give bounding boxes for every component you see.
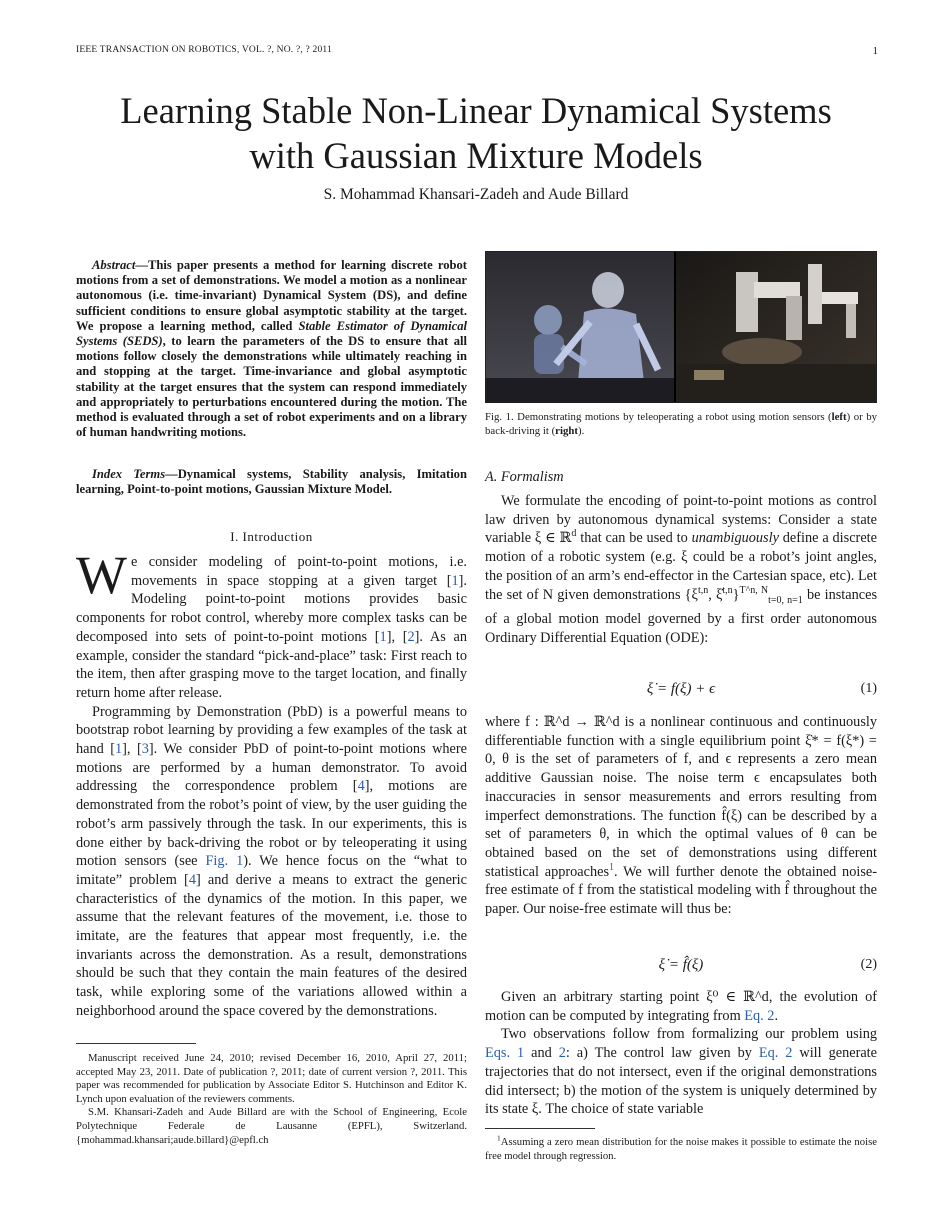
intro-p1-text: ]. As an example, consider the standard “pick-and-place” task: First reach to the item, then after grasping move to the target location, and finally return home after release. xyxy=(76,628,468,701)
citation-link[interactable]: 2 xyxy=(407,628,415,645)
citation-link[interactable]: 1 xyxy=(115,741,123,758)
formalism-paragraph-2 xyxy=(485,713,877,919)
formalism-superscript: t,n xyxy=(722,584,733,596)
footnote-affiliation-text: S.M. Khansari-Zadeh and Aude Billard are with the School of Engineering, Ecole Polytechnique Federale de Lausanne (EPFL), Switzerland. {mohammad.khansari;aude.billard}@epfl.ch xyxy=(76,1106,467,1146)
formalism-text: Given an arbitrary starting point ξ⁰ ∈ ℝ^d, the evolution of motion can be computed by integrating from xyxy=(485,989,877,1024)
formalism-text: . We will further denote the obtained noise-free estimate of f from the statistical modeling with f̂ throughout the paper. Our noise-free estimate will thus be: xyxy=(485,863,877,918)
intro-p2-text: ], [ xyxy=(122,741,142,758)
formalism-body-1 xyxy=(485,492,877,647)
title-line-2: with Gaussian Mixture Models xyxy=(249,135,703,176)
index-terms-text: —Dynamical systems, Stability analysis, Imitation learning, Point-to-point motions, Gaussian Mixture Model. xyxy=(76,467,467,497)
formalism-superscript: T^n, N xyxy=(739,584,769,596)
equation-link[interactable]: Eq. 2 xyxy=(744,1007,775,1024)
formalism-text: be instances of a global motion model governed by a first order autonomous Ordinary Differential Equation (ODE): xyxy=(485,586,878,646)
equation-1-number: (1) xyxy=(860,681,877,696)
formalism-text: where f : ℝ^d → ℝ^d is a nonlinear continuous and continuously differentiable function with a single equilibrium point ξ̇* = f(ξ*) = 0, θ is the set of parameters of f, and ϵ represents a zero mean additive Gaussian noise. The noise term ϵ encapsulates both inaccuracies in sensor measurements and errors resulting from imperfect demonstrations. The function f̂(ξ) can be described by a set of parameters θ, in which the optimal values of θ can be obtained based on the set of demonstrations using different statistical approaches xyxy=(485,714,877,880)
citation-link[interactable]: 3 xyxy=(141,741,149,758)
caption-right: right xyxy=(555,425,578,437)
equation-link[interactable]: Eqs. 1 xyxy=(485,1045,525,1062)
subsection-heading-formalism: A. Formalism xyxy=(485,469,564,485)
caption-text: Fig. 1. Demonstrating motions by teleoperating a robot using motion sensors ( xyxy=(485,411,832,423)
equation-1-body: ξ̇ = f(ξ) + ϵ xyxy=(646,681,716,697)
figure-1-image xyxy=(485,251,877,403)
formalism-text: and xyxy=(524,1045,559,1062)
intro-paragraph-1 xyxy=(76,545,468,703)
formalism-emphasis: unambiguously xyxy=(691,530,779,547)
citation-link[interactable]: 4 xyxy=(188,871,196,888)
citation-link[interactable]: 1 xyxy=(451,572,459,589)
caption-left: left xyxy=(831,411,847,423)
footnote-1 xyxy=(485,1133,877,1163)
figure-link[interactable]: Fig. 1 xyxy=(205,853,244,870)
formalism-text: , ξ̇ xyxy=(708,586,723,603)
intro-p2-text: ] and derive a means to extract the generic characteristics of the dynamics of the motion. In this paper, we assume that the relevant features of the movement, i.e. those to imitate, are the features that appear most frequently, i.e. the invariants across the demonstration. As a result, demonstrations should be such that they contain the main features of the desired task, while exploring some of the variations allowed within a neighborhood around the space covered by the demonstrations. xyxy=(76,871,467,1019)
formalism-paragraph-1 xyxy=(485,492,877,647)
formalism-text: . xyxy=(774,1007,779,1024)
title-line-1: Learning Stable Non-Linear Dynamical Systems xyxy=(120,90,832,131)
footnote-mark: 1 xyxy=(497,1133,501,1143)
figure-1-photo xyxy=(486,252,876,402)
index-terms-label: Index Terms xyxy=(92,467,166,481)
formalism-text: } xyxy=(732,586,740,603)
footnote-rule xyxy=(485,1128,595,1129)
equation-2-body: ξ̇ = f̂(ξ) xyxy=(658,957,704,973)
equation-2-number: (2) xyxy=(860,957,877,972)
paper-title xyxy=(76,88,876,178)
abstract xyxy=(76,258,467,440)
dropcap: W xyxy=(76,545,127,605)
formalism-superscript: d xyxy=(571,528,577,540)
intro-p2-text: ). We hence focus on the “what to imitate” problem [ xyxy=(76,853,467,888)
equation-link[interactable]: Eq. 2 xyxy=(758,1045,793,1062)
running-head: IEEE TRANSACTION ON ROBOTICS, VOL. ?, NO. ?, ? 2011 xyxy=(76,45,332,55)
intro-p2-text: ], motions are demonstrated from the robot’s point of view, by the user guiding the robot’s arm passively through the task. In our experiments, this is done either by back-driving the robot or by teleoperating it using motion sensors (see xyxy=(76,778,467,870)
equation-link[interactable]: 2 xyxy=(558,1045,566,1062)
footnote-manuscript xyxy=(76,1052,467,1147)
authors: S. Mohammad Khansari-Zadeh and Aude Billard xyxy=(323,186,629,203)
footnote-manuscript-text: Manuscript received June 24, 2010; revised December 16, 2010, April 27, 2011; accepted May 23, 2011. Date of publication ?, 2011; date of current version ?, 2011. This paper was recommended for publication by Associate Editor S. Hutchinson and Editor K. Lynch upon evaluation of the reviewers comments. xyxy=(76,1052,467,1105)
abstract-seds: Stable Estimator of Dynamical Systems (SEDS) xyxy=(76,318,467,349)
caption-text: ). xyxy=(577,425,585,437)
index-terms xyxy=(76,467,467,497)
formalism-paragraph-4 xyxy=(485,1025,877,1119)
intro-p1-text: e consider modeling of point-to-point motions, i.e. movements in space stopping at a given target [ xyxy=(130,554,467,589)
citation-link[interactable]: 4 xyxy=(357,778,365,795)
footnote-text: Assuming a zero mean distribution for the noise makes it possible to estimate the noise free model through regression. xyxy=(485,1136,877,1162)
footnote-link[interactable]: 1 xyxy=(609,861,615,873)
citation-link[interactable]: 1 xyxy=(379,628,387,645)
formalism-body-3 xyxy=(485,988,877,1119)
page-number: 1 xyxy=(872,45,878,57)
section-heading-introduction: I. Introduction xyxy=(230,529,313,544)
intro-p2-text: ]. We consider PbD of point-to-point motions where motions are performed by a human demonstrator. To avoid addressing the correspondence problem [ xyxy=(76,741,468,795)
figure-1-caption xyxy=(485,410,877,438)
formalism-paragraph-3 xyxy=(485,988,877,1025)
formalism-text: Two observations follow from formalizing our problem using xyxy=(501,1026,877,1043)
abstract-label: Abstract xyxy=(92,258,136,272)
intro-p1-text: ], [ xyxy=(386,628,408,645)
abstract-text-a: —This paper presents a method for learning discrete robot motions from a set of demonstrations. We model a motion as a nonlinear autonomous (i.e. time-invariant) Dynamical System (DS), and define sufficient conditions to ensure global asymptotic stability at the target. We propose a learning method, called xyxy=(76,258,467,333)
intro-p1-text: ]. Modeling point-to-point motions provides basic components for robot control, whereby more complex tasks can be decomposed into sets of point-to-point motions [ xyxy=(76,572,467,645)
footnote-rule xyxy=(76,1043,196,1044)
introduction-body xyxy=(76,545,468,1021)
intro-p2-text: Programming by Demonstration (PbD) is a powerful means to bootstrap robot learning by providing a few examples of the task at hand [ xyxy=(76,703,467,758)
formalism-text: that can be used to xyxy=(576,530,692,547)
caption-text: ) or by back-driving it ( xyxy=(485,411,877,437)
formalism-subscript: t=0, n=1 xyxy=(768,594,803,606)
formalism-text: define a discrete motion of a robotic system (e.g. ξ could be a robot’s joint angles, the position of an arm’s end-effector in the Cartesian space, etc). Let the set of N given demonstrations {ξ xyxy=(485,530,877,603)
formalism-text: : a) The control law given by xyxy=(565,1045,759,1062)
formalism-text: will generate trajectories that do not intersect, even if the original demonstrations did intersect; b) the motion of the system is uniquely determined by its state ξ. The choice of state variable xyxy=(485,1045,877,1118)
formalism-superscript: t,n xyxy=(697,584,709,596)
intro-paragraph-2 xyxy=(76,703,467,1021)
formalism-body-2 xyxy=(485,713,877,919)
formalism-text: We formulate the encoding of point-to-point motions as control law driven by autonomous dynamical systems: Consider a state variable ξ ∈ ℝ xyxy=(485,493,877,547)
abstract-text-b: , to learn the parameters of the DS to ensure that all motions follow closely the demonstrations while ultimately reaching in and stopping at the target. Time-invariance and global asymptotic stability at the target ensures that the system can respond immediately and appropriately to perturbations encountered during the motion. The method is evaluated through a set of robot experiments and on a library of human handwriting motions. xyxy=(76,334,467,440)
